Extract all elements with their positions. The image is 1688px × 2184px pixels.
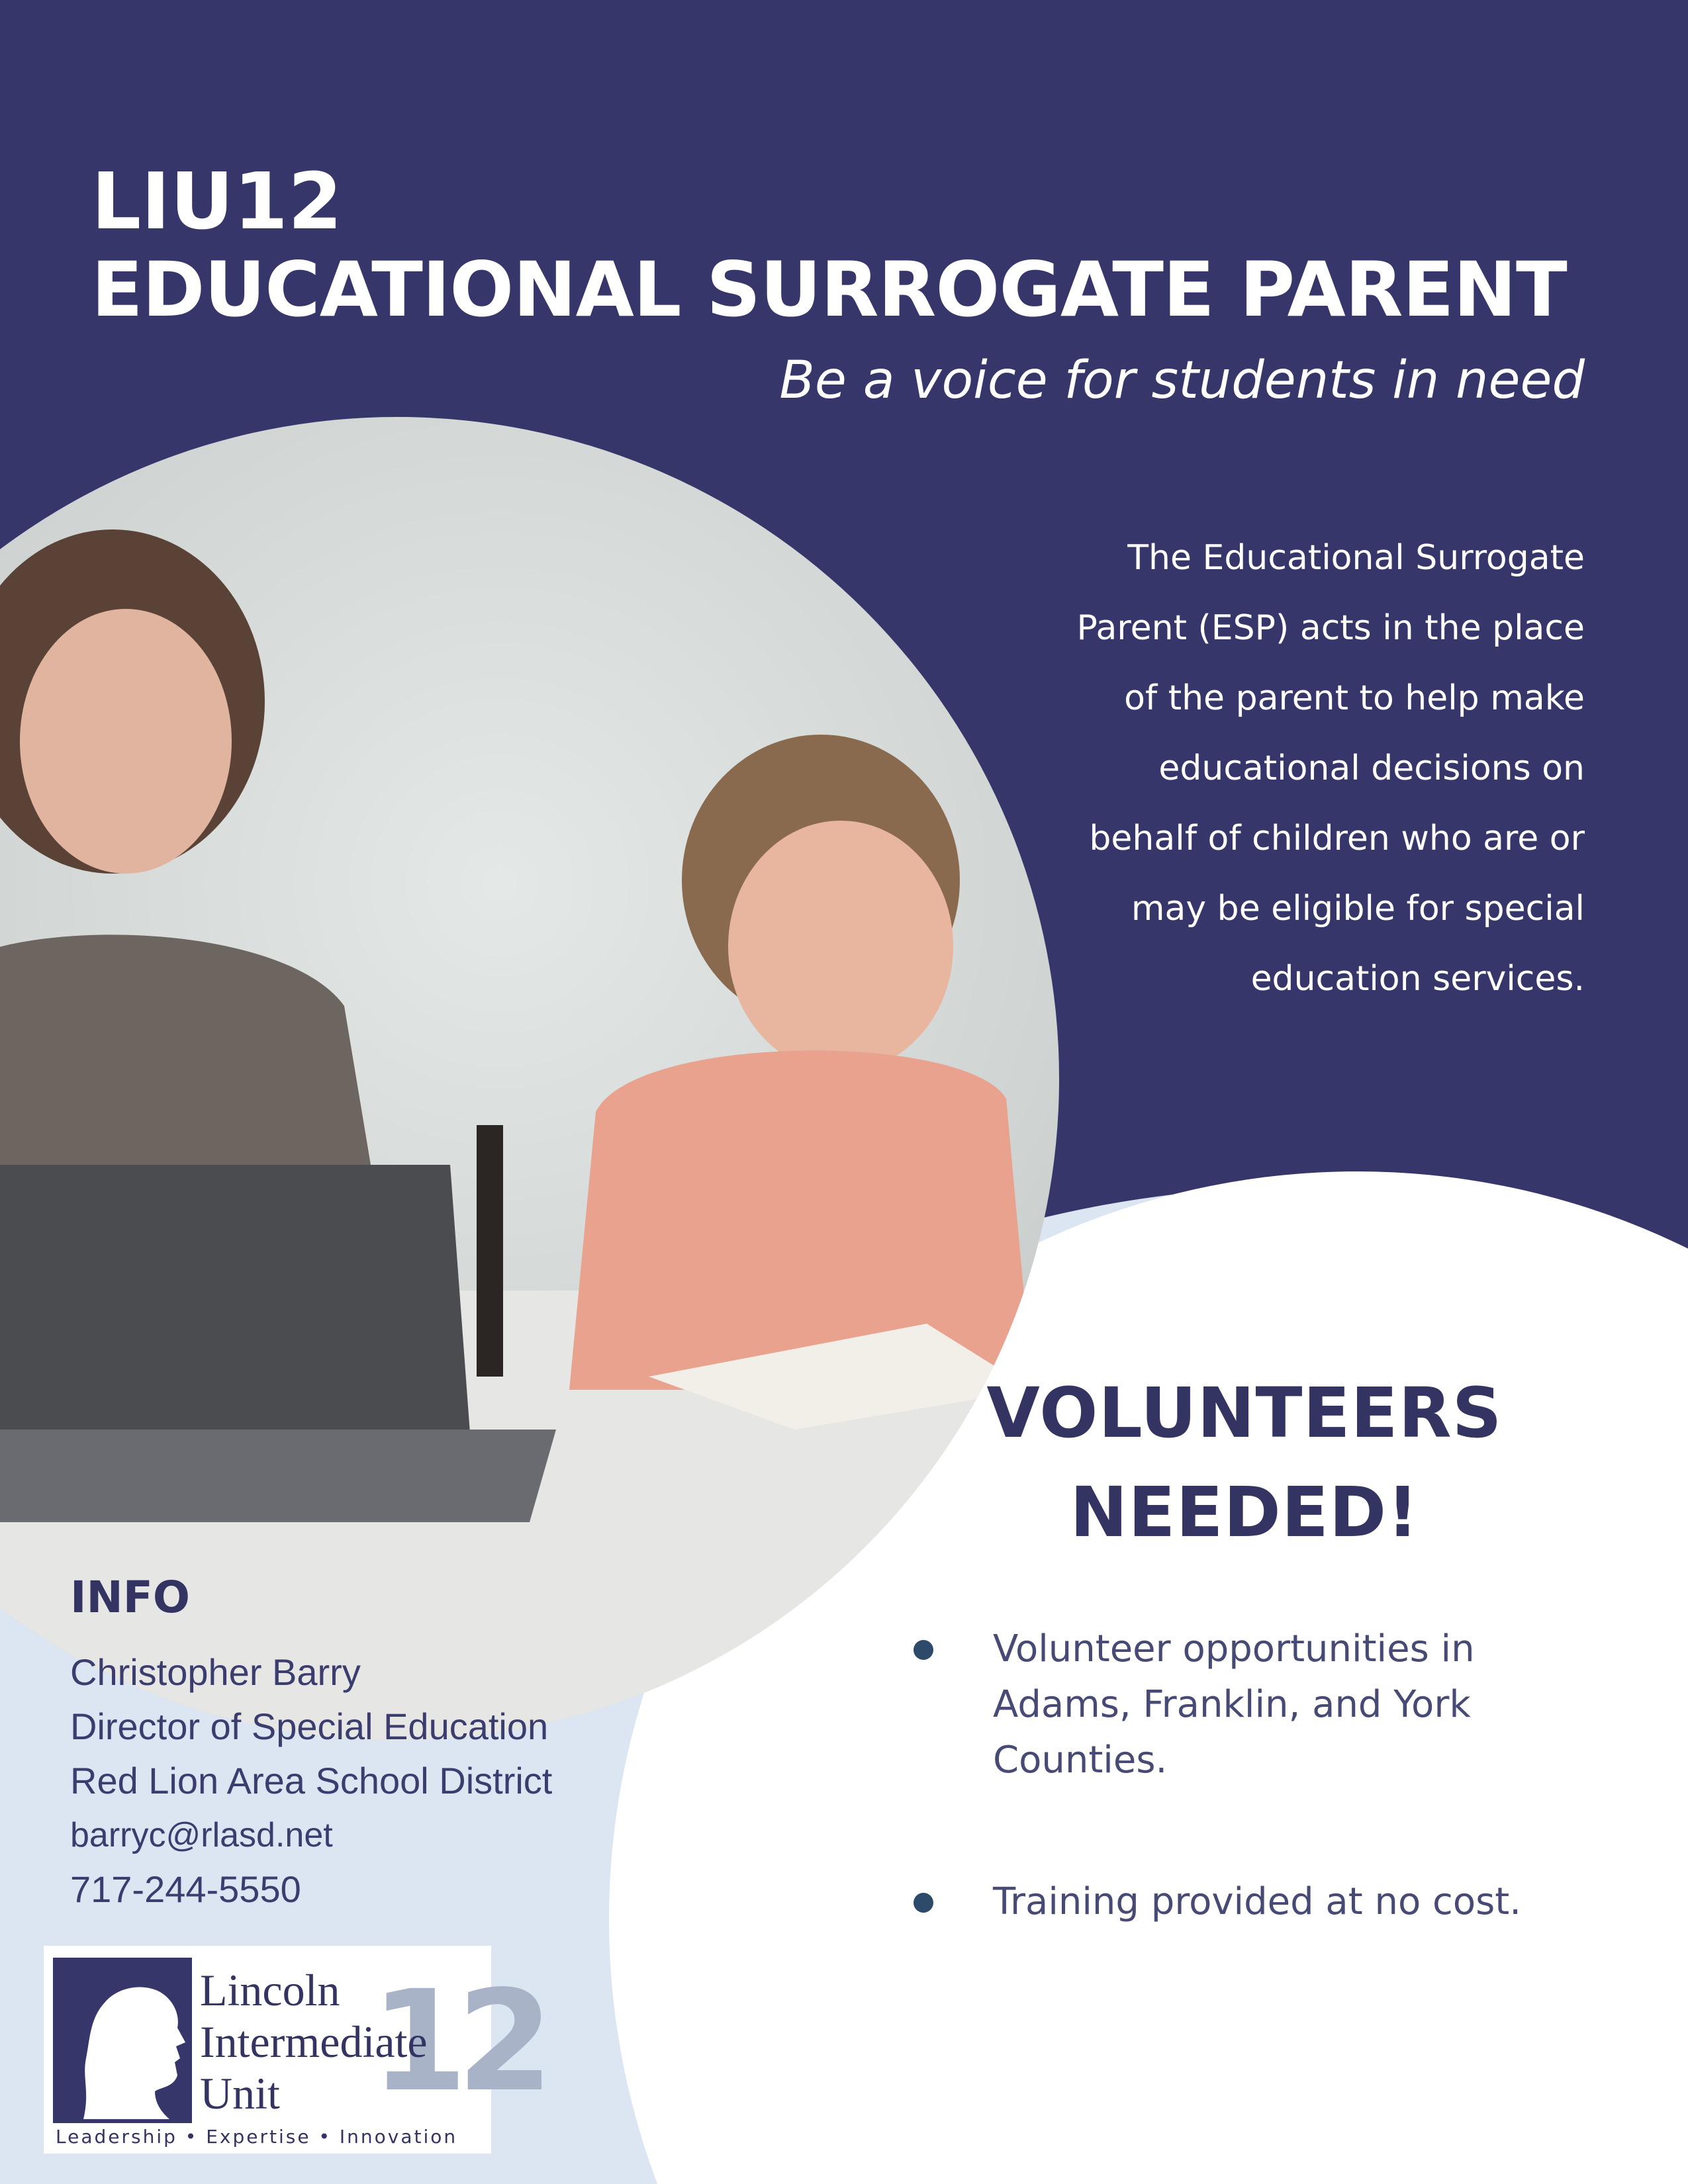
description-line: Parent (ESP) acts in the place	[1076, 608, 1585, 648]
tagline: Be a voice for students in need	[779, 351, 1585, 410]
contact-name: Christopher Barry	[70, 1651, 361, 1693]
logo-word: Lincoln	[200, 1965, 340, 2015]
logo-word: Intermediate	[200, 2017, 428, 2067]
volunteers-line1: VOLUNTEERS	[986, 1373, 1503, 1453]
title-block	[91, 156, 1567, 336]
contact-organization: Red Lion Area School District	[70, 1760, 553, 1801]
description-line: education services.	[1250, 959, 1585, 999]
description-line: behalf of children who are or	[1089, 819, 1585, 858]
logo-tagline: Leadership • Expertise • Innovation	[56, 2126, 458, 2148]
info-heading: INFO	[70, 1572, 190, 1623]
list-item	[907, 1874, 1609, 1930]
bullet-dot-icon	[914, 1640, 933, 1660]
logo-number: 12	[371, 1960, 543, 2122]
volunteers-callout	[914, 1363, 1575, 1562]
description	[1002, 523, 1585, 1014]
contact-email: barryc@rlasd.net	[70, 1816, 333, 1854]
logo-wordmark	[200, 1964, 428, 2119]
list-item	[907, 1621, 1609, 1788]
bullet-dot-icon	[914, 1893, 933, 1913]
logo-word: Unit	[200, 2068, 280, 2118]
description-line: of the parent to help make	[1124, 678, 1585, 718]
contact-role: Director of Special Education	[70, 1706, 549, 1747]
info-block	[70, 1572, 552, 1917]
description-line: The Educational Surrogate	[1127, 538, 1585, 578]
page-title-line1: LIU12	[91, 156, 343, 247]
bullet-list	[907, 1621, 1609, 1930]
page-title-line2: EDUCATIONAL SURROGATE PARENT	[91, 245, 1567, 334]
bullet-text: Volunteer opportunities in Adams, Franklin, and York Counties.	[993, 1627, 1475, 1782]
liu12-logo	[44, 1946, 543, 2154]
description-line: educational decisions on	[1158, 749, 1585, 788]
bullet-text: Training provided at no cost.	[993, 1880, 1522, 1923]
volunteers-line2: NEEDED!	[1070, 1472, 1419, 1553]
description-line: may be eligible for special	[1131, 889, 1585, 929]
contact-phone: 717-244-5550	[70, 1868, 301, 1910]
